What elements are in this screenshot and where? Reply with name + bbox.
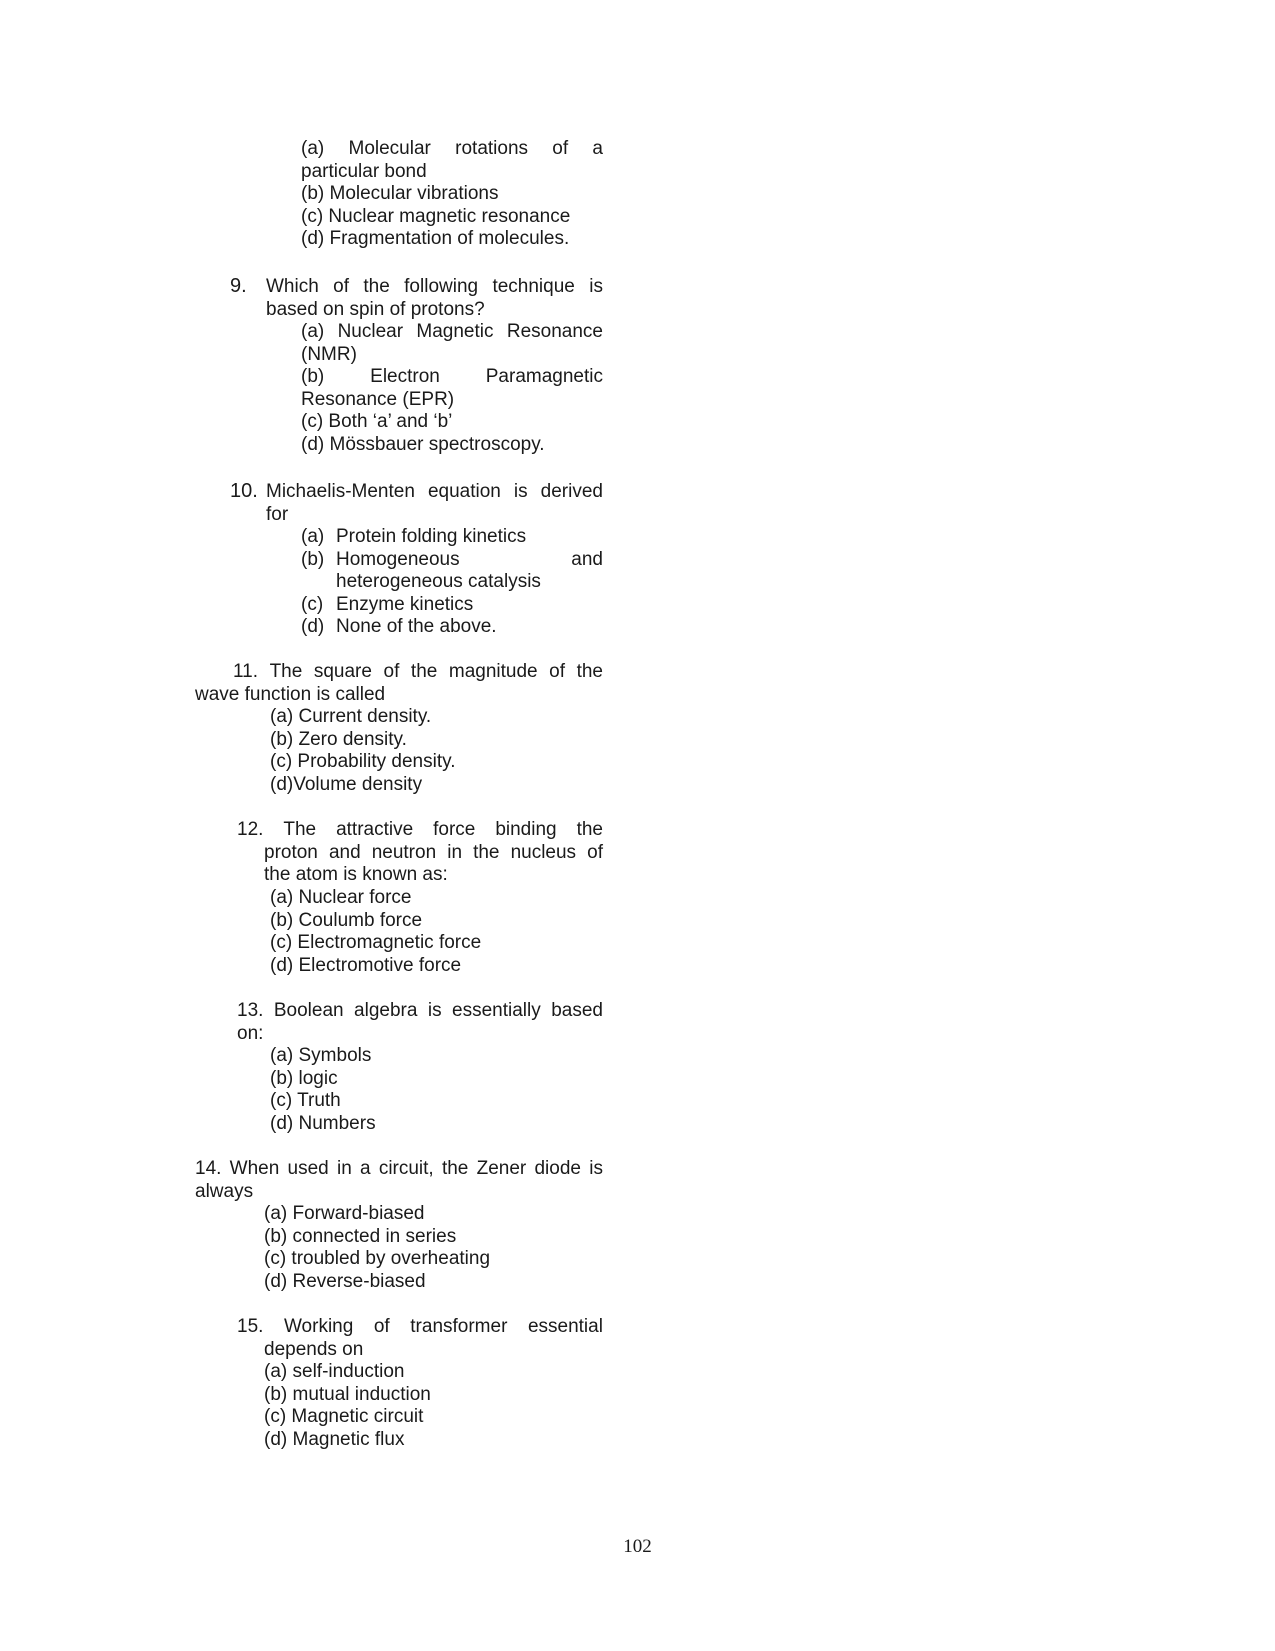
q12-option-d: (d) Electromotive force — [270, 954, 462, 976]
option-text: None of the above. — [336, 616, 497, 638]
q12-stem-line3: the atom is known as: — [264, 864, 448, 886]
q14-option-d: (d) Reverse-biased — [264, 1270, 426, 1292]
word: binding — [495, 819, 557, 840]
word: is — [513, 481, 528, 502]
option-label: (c) — [301, 593, 324, 615]
q9-options — [301, 321, 603, 457]
word: the — [473, 841, 500, 863]
option-label: (b) — [301, 548, 325, 570]
word: Molecular — [348, 138, 431, 159]
q12-option-b: (b) Coulumb force — [270, 909, 423, 931]
word: technique — [492, 276, 575, 297]
word: algebra — [354, 1000, 418, 1021]
q14-stem-line2: always — [195, 1180, 254, 1202]
q10-stem-line2: for — [266, 503, 289, 525]
q8-option-d: (d) Fragmentation of molecules. — [301, 228, 570, 250]
word: is — [589, 1158, 603, 1179]
word: essential — [527, 1316, 603, 1337]
q8-option-a-line1 — [301, 138, 603, 161]
q10-option-b-line2: heterogeneous catalysis — [336, 571, 541, 593]
q13-option-d: (d) Numbers — [270, 1112, 376, 1134]
q9-option-b-line2: Resonance (EPR) — [301, 388, 455, 410]
word: the — [363, 276, 390, 297]
word: in — [336, 1158, 352, 1179]
q13-stem — [237, 1000, 603, 1045]
option-label: (a) — [301, 526, 325, 547]
word: essentially — [452, 1000, 541, 1021]
word: 15. — [237, 1316, 264, 1337]
q9-option-b-line1 — [301, 366, 603, 389]
word: Electron — [370, 366, 440, 388]
q11-option-b: (b) Zero density. — [270, 728, 407, 750]
word: 13. — [237, 1000, 264, 1021]
word: When — [229, 1158, 280, 1179]
q14-stem-line1 — [195, 1158, 603, 1181]
word: of — [333, 276, 350, 297]
word: circuit, — [378, 1158, 434, 1179]
q9-option-c: (c) Both ‘a’ and ‘b’ — [301, 411, 453, 433]
word: (a) — [301, 321, 325, 342]
q10-option-b-line1 — [301, 549, 603, 572]
word: transformer — [410, 1316, 508, 1337]
q14-option-a: (a) Forward-biased — [264, 1203, 425, 1224]
word: used — [287, 1158, 329, 1179]
q12-stem-line2 — [237, 842, 603, 865]
q14-options — [264, 1203, 564, 1293]
word: of — [587, 841, 603, 863]
q10-option-a — [301, 526, 603, 549]
q10-options — [301, 526, 603, 639]
option-text — [336, 549, 603, 572]
q9-option-a-line1 — [301, 321, 603, 344]
q11-option-d: (d)Volume density — [270, 773, 423, 795]
q15-option-a: (a) self-induction — [264, 1361, 405, 1382]
q14-option-b: (b) connected in series — [264, 1225, 457, 1247]
q13-option-a: (a) Symbols — [270, 1045, 372, 1066]
word: proton — [264, 841, 318, 863]
q9-number: 9. — [230, 275, 247, 297]
word: a — [592, 138, 603, 159]
q9-option-a-line2: (NMR) — [301, 343, 357, 365]
q13-option-b: (b) logic — [270, 1067, 338, 1089]
q13-options — [270, 1045, 570, 1135]
q12-option-a: (a) Nuclear force — [270, 887, 412, 908]
word: Boolean — [273, 1000, 344, 1021]
word: nucleus — [510, 841, 577, 863]
word: Nuclear — [337, 321, 404, 342]
q11-option-a: (a) Current density. — [270, 706, 432, 727]
q8-option-b: (b) Molecular vibrations — [301, 183, 499, 205]
q12-options — [270, 887, 570, 977]
q15-option-b: (b) mutual induction — [264, 1383, 431, 1405]
word: equation — [427, 481, 501, 502]
word: following — [404, 276, 479, 297]
word: Working — [283, 1316, 354, 1337]
word: (b) — [301, 366, 325, 388]
q14-option-c: (c) troubled by overheating — [264, 1248, 491, 1270]
q8-option-c: (c) Nuclear magnetic resonance — [301, 205, 571, 227]
q10-option-c — [301, 594, 603, 617]
q11-stem-line1 — [195, 661, 603, 684]
q15-stem — [237, 1316, 603, 1361]
word: Michaelis-Menten — [266, 481, 415, 502]
option-label: (d) — [301, 616, 325, 638]
q11-stem — [195, 661, 603, 706]
q15-stem-line2: depends on — [264, 1338, 364, 1360]
option-text: Enzyme kinetics — [336, 593, 474, 615]
q11-stem-line2: wave function is called — [195, 683, 386, 705]
q9-stem-line1 — [266, 276, 603, 299]
q9-stem — [266, 276, 603, 321]
q12-option-c: (c) Electromagnetic force — [270, 932, 482, 954]
q10-option-d — [301, 616, 603, 639]
word: a — [360, 1158, 371, 1179]
word: 12. — [237, 819, 264, 840]
word: Magnetic — [416, 321, 494, 342]
word: and — [571, 548, 603, 570]
word: the — [410, 661, 438, 682]
q13-stem-line2: on: — [237, 1022, 264, 1044]
word: attractive — [336, 819, 414, 840]
word: diode — [534, 1158, 581, 1179]
q10-number: 10. — [230, 480, 258, 502]
word: the — [576, 661, 603, 682]
q9-stem-line2: based on spin of protons? — [266, 298, 485, 320]
word: force — [433, 819, 476, 840]
word: Homogeneous — [336, 548, 460, 570]
word: 14. — [195, 1158, 222, 1179]
q9-option-d: (d) Mössbauer spectroscopy. — [301, 433, 545, 455]
word: (a) — [301, 138, 325, 159]
word: of — [549, 661, 566, 682]
word: the — [441, 1158, 469, 1179]
word: Which — [266, 276, 319, 297]
word: The — [283, 819, 317, 840]
q15-option-c: (c) Magnetic circuit — [264, 1406, 424, 1428]
option-text: Protein folding kinetics — [336, 526, 527, 547]
word: and — [328, 841, 361, 863]
q13-option-c: (c) Truth — [270, 1090, 341, 1112]
word: in — [447, 841, 463, 863]
q15-option-d: (d) Magnetic flux — [264, 1428, 405, 1450]
q15-stem-line1 — [237, 1316, 603, 1339]
page-number: 102 — [623, 1536, 652, 1557]
q8-option-a-line2: particular bond — [301, 160, 427, 182]
word: of — [383, 661, 400, 682]
word: of — [373, 1316, 390, 1337]
q11-option-c: (c) Probability density. — [270, 751, 456, 773]
word: square — [313, 661, 372, 682]
word: the — [576, 819, 603, 840]
word: is — [427, 1000, 442, 1021]
q11-options — [270, 706, 570, 796]
q10-stem — [266, 481, 603, 526]
q12-stem-line1 — [237, 819, 603, 842]
word: Paramagnetic — [485, 366, 603, 388]
q12-stem — [237, 819, 603, 887]
word: of — [552, 138, 569, 159]
q13-stem-line1 — [237, 1000, 603, 1023]
q10-stem-line1 — [266, 481, 603, 504]
word: based — [551, 1000, 603, 1021]
word: derived — [540, 481, 603, 502]
word: Resonance — [506, 321, 603, 342]
q15-options — [264, 1361, 564, 1451]
word: Zener — [476, 1158, 527, 1179]
word: magnitude — [448, 661, 538, 682]
word: neutron — [371, 841, 437, 863]
q14-stem — [195, 1158, 603, 1203]
q8-options — [301, 138, 603, 251]
word: 11. — [233, 661, 259, 682]
word: is — [589, 276, 603, 297]
word: The — [269, 661, 303, 682]
word: rotations — [455, 138, 529, 159]
